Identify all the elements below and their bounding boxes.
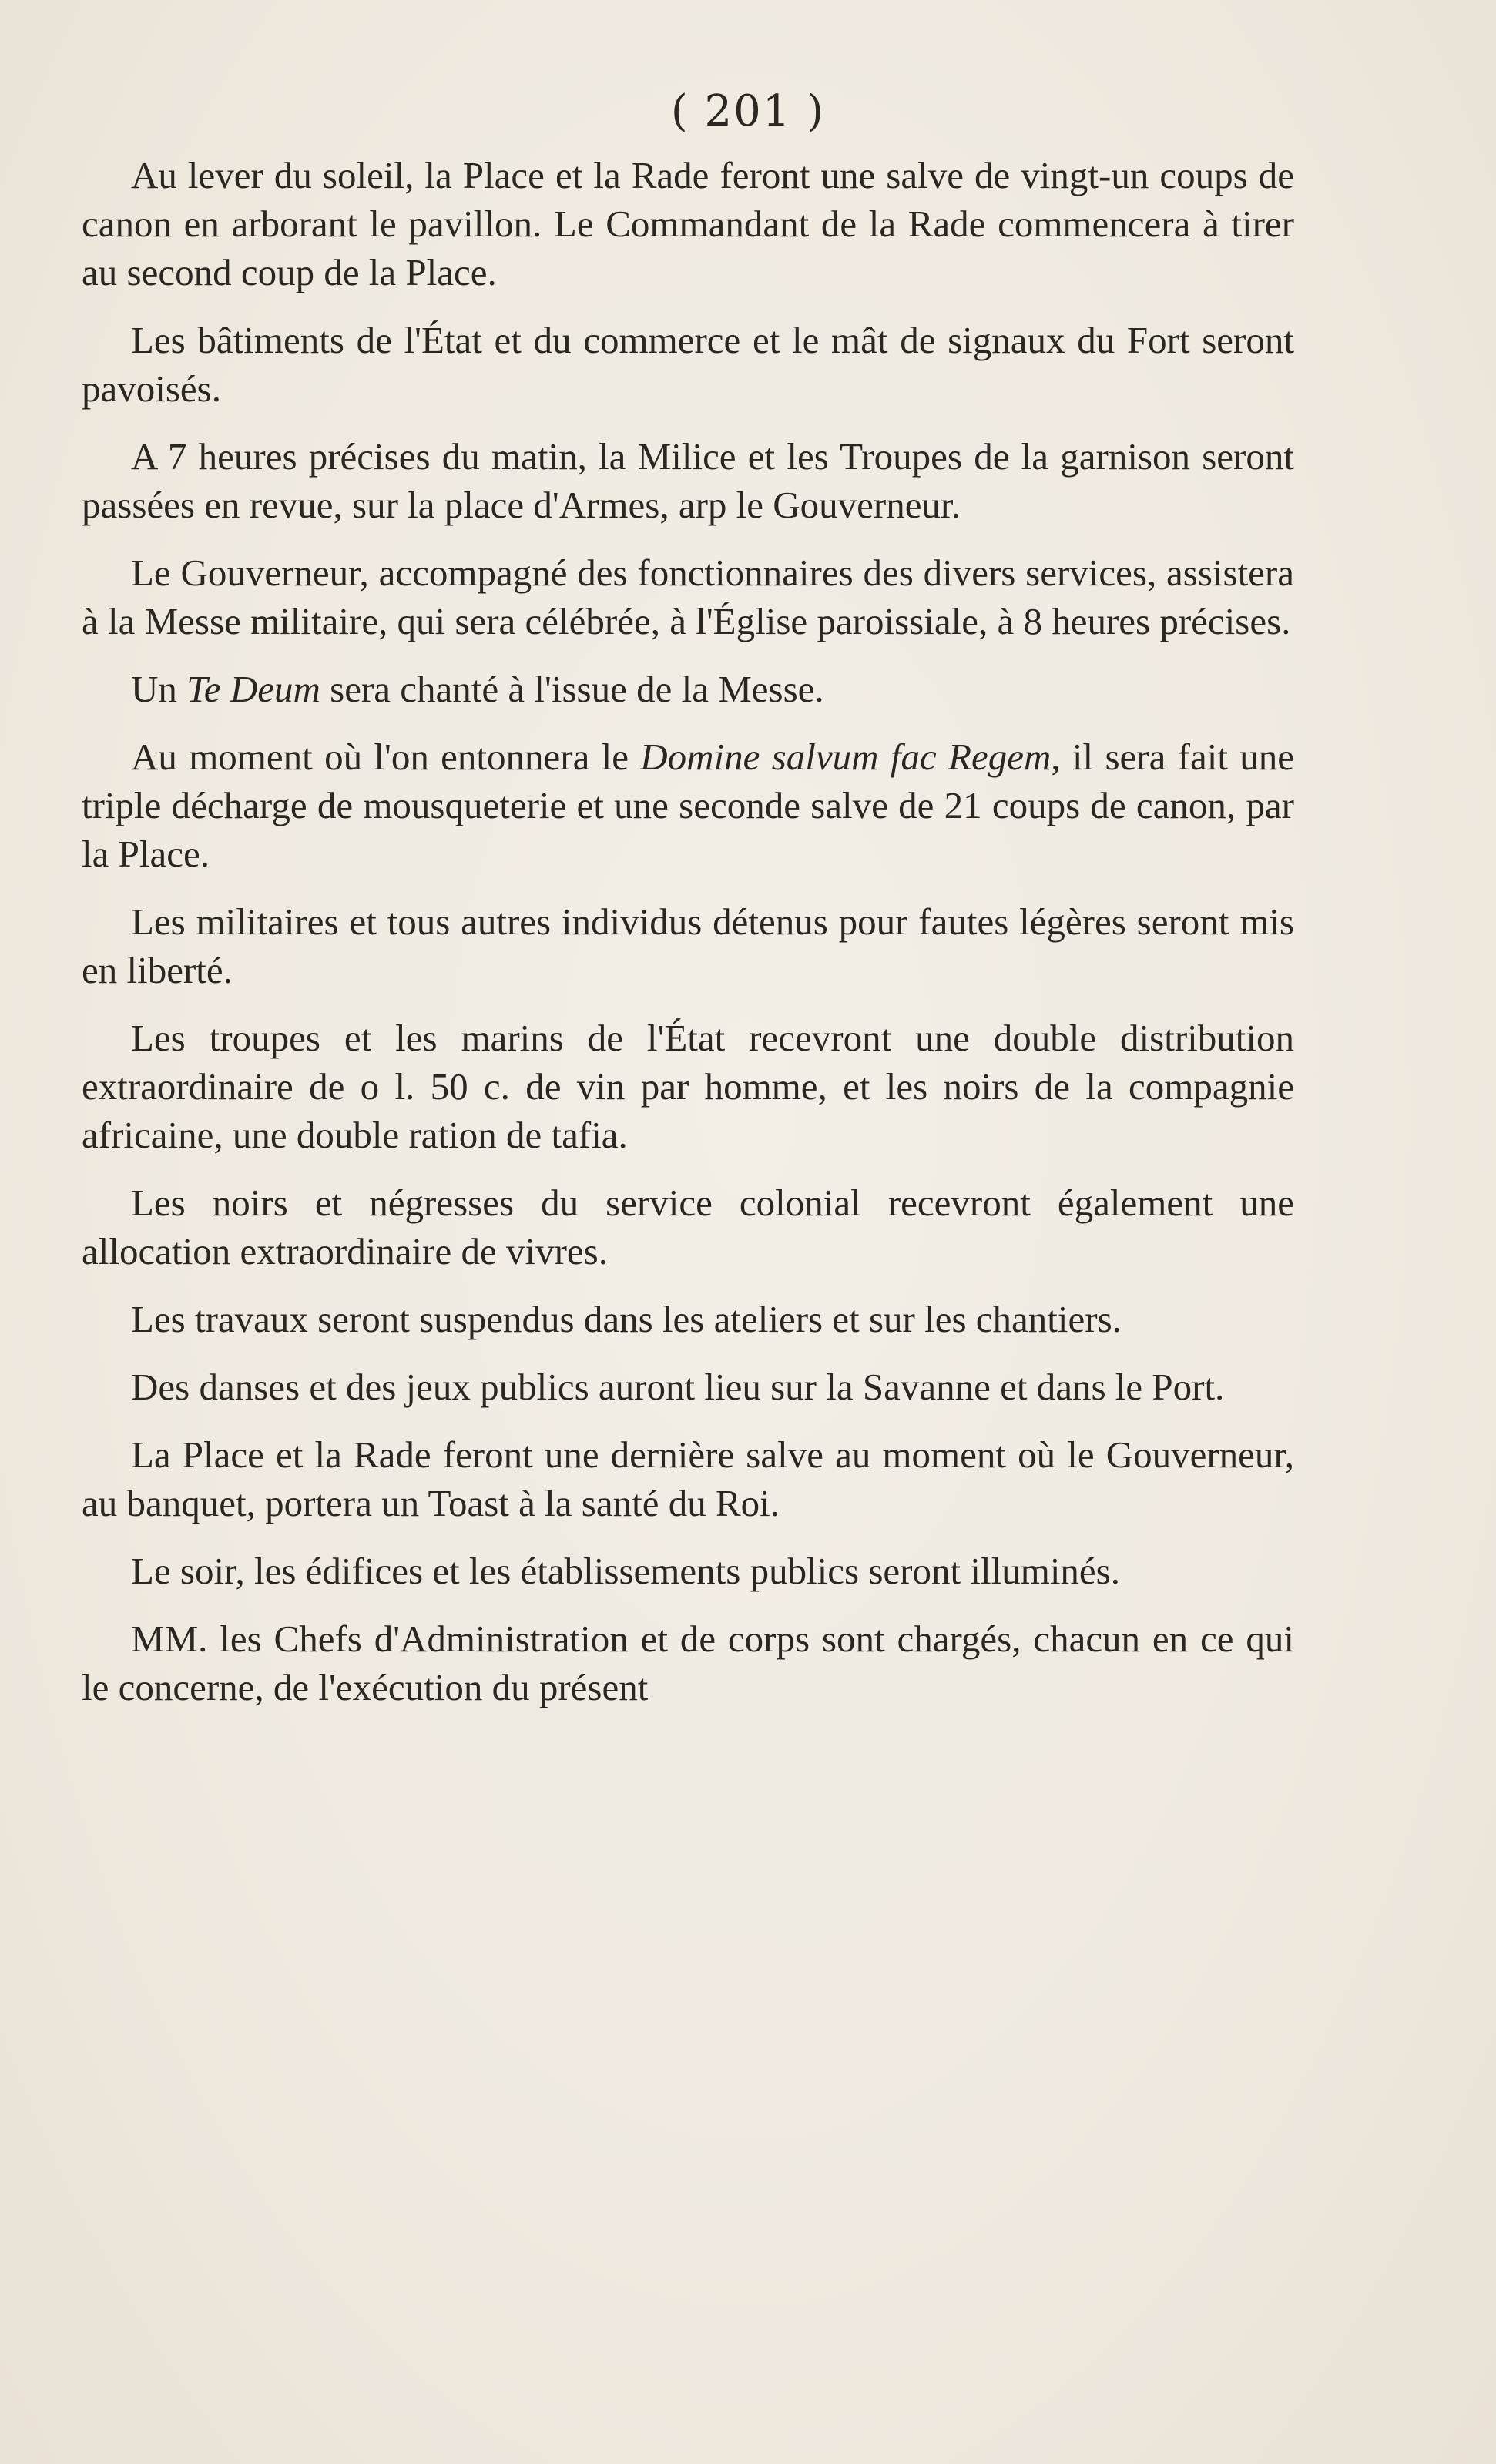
paragraph-release: Les militaires et tous autres individus détenus pour fautes légères seront mis en liberté. xyxy=(82,900,1294,991)
paragraph-illumination: Le soir, les édifices et les établissements publics seront illuminés. xyxy=(131,1550,1121,1592)
text-run: Au moment où l'on entonnera le xyxy=(131,736,641,778)
text-run: , il sera fait une triple décharge de mousqueterie et une seconde salve de 21 coups de canon, par la Place. xyxy=(82,736,1294,875)
italic-text: Domine salvum fac Regem xyxy=(640,736,1052,778)
page-number: ( 201 ) xyxy=(670,86,826,136)
paragraph-mass: Le Gouverneur, accompagné des fonctionnaires des divers services, assistera à la Messe militaire, qui sera célébrée, à l'Église paroissiale, à 8 heures précises. xyxy=(82,551,1294,642)
body-text xyxy=(82,151,1294,1731)
paragraph-distribution: Les troupes et les marins de l'État recevront une double distribution extraordinaire de o l. 50 c. de vin par homme, et les noirs de la compagnie africaine, une double ration de tafia. xyxy=(82,1017,1294,1156)
paragraph-domine xyxy=(82,732,1294,878)
paragraph-te-deum xyxy=(82,665,1294,713)
paragraph-toast: La Place et la Rade feront une dernière salve au moment où le Gouverneur, au banquet, portera un Toast à la santé du Roi. xyxy=(82,1433,1294,1524)
paragraph-flags: Les bâtiments de l'État et du commerce et le mât de signaux du Fort seront pavoisés. xyxy=(82,319,1294,410)
italic-text: Te Deum xyxy=(186,668,320,710)
paragraph-execution: MM. les Chefs d'Administration et de corps sont chargés, chacun en ce qui le concerne, de l'exécution du présent xyxy=(82,1618,1294,1708)
paragraph-review: A 7 heures précises du matin, la Milice et les Troupes de la garnison seront passées en revue, sur la place d'Armes, arp le Gouverneur. xyxy=(82,435,1294,526)
paragraph-salute: Au lever du soleil, la Place et la Rade feront une salve de vingt-un coups de canon en arborant le pavillon. Le Commandant de la Rade commencera à tirer au second coup de la Place. xyxy=(82,154,1294,293)
paragraph-allocation: Les noirs et négresses du service colonial recevront également une allocation extraordinaire de vivres. xyxy=(82,1182,1294,1272)
paragraph-work-suspended: Les travaux seront suspendus dans les ateliers et sur les chantiers. xyxy=(131,1298,1122,1340)
text-run: Un xyxy=(131,668,187,710)
text-run: sera chanté à l'issue de la Messe. xyxy=(320,668,824,710)
paragraph-dances: Des danses et des jeux publics auront lieu sur la Savanne et dans le Port. xyxy=(131,1366,1225,1408)
